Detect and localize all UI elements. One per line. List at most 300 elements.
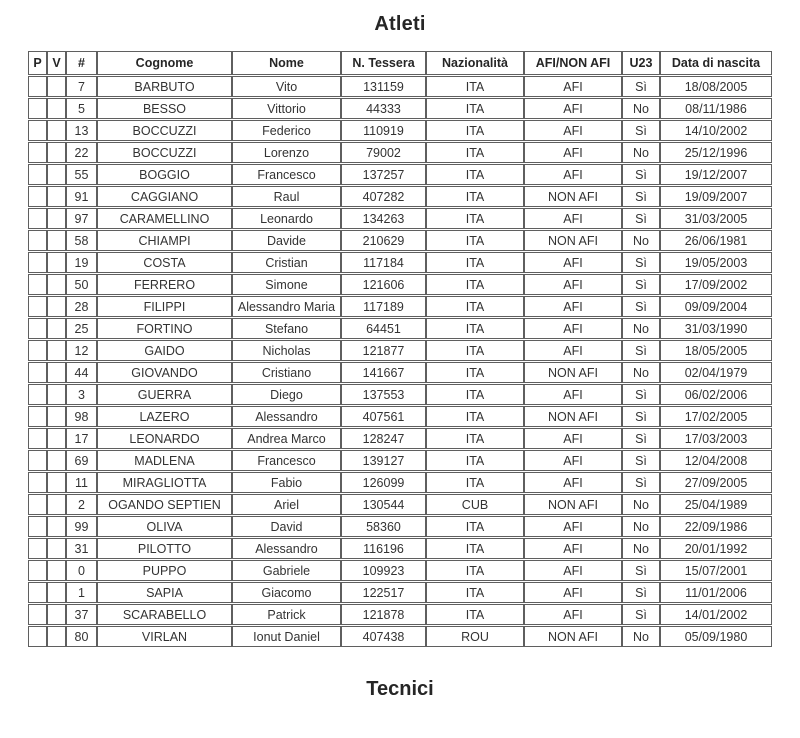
cell-p (28, 560, 47, 581)
cell-u23: Sì (622, 164, 660, 185)
cell-nazionalita: ITA (426, 472, 524, 493)
cell-nazionalita: CUB (426, 494, 524, 515)
cell-cognome: OLIVA (97, 516, 232, 537)
cell-u23: Sì (622, 406, 660, 427)
cell-p (28, 494, 47, 515)
column-header-u23: U23 (622, 51, 660, 75)
cell-p (28, 406, 47, 427)
cell-afi: AFI (524, 98, 622, 119)
table-row (28, 186, 772, 207)
cell-nazionalita: ITA (426, 340, 524, 361)
table-row (28, 164, 772, 185)
column-header-num: # (66, 51, 97, 75)
cell-afi: AFI (524, 340, 622, 361)
athletes-table (28, 50, 772, 648)
cell-nazionalita: ITA (426, 164, 524, 185)
cell-nome: Lorenzo (232, 142, 341, 163)
cell-nome: Giacomo (232, 582, 341, 603)
cell-nascita: 09/09/2004 (660, 296, 772, 317)
cell-nome: Federico (232, 120, 341, 141)
cell-tessera: 110919 (341, 120, 426, 141)
table-row (28, 406, 772, 427)
cell-v (47, 560, 66, 581)
cell-nome: Francesco (232, 450, 341, 471)
cell-afi: NON AFI (524, 230, 622, 251)
cell-nazionalita: ITA (426, 120, 524, 141)
cell-cognome: MADLENA (97, 450, 232, 471)
cell-v (47, 626, 66, 647)
cell-p (28, 362, 47, 383)
cell-afi: AFI (524, 252, 622, 273)
cell-afi: NON AFI (524, 186, 622, 207)
cell-nascita: 31/03/1990 (660, 318, 772, 339)
cell-v (47, 98, 66, 119)
cell-nascita: 26/06/1981 (660, 230, 772, 251)
cell-u23: No (622, 516, 660, 537)
cell-nome: Cristian (232, 252, 341, 273)
cell-nome: Andrea Marco (232, 428, 341, 449)
cell-u23: No (622, 626, 660, 647)
cell-afi: AFI (524, 76, 622, 97)
column-header-nome: Nome (232, 51, 341, 75)
table-row (28, 98, 772, 119)
cell-nascita: 06/02/2006 (660, 384, 772, 405)
cell-cognome: FILIPPI (97, 296, 232, 317)
cell-nazionalita: ITA (426, 604, 524, 625)
cell-cognome: CAGGIANO (97, 186, 232, 207)
cell-u23: No (622, 362, 660, 383)
cell-u23: Sì (622, 428, 660, 449)
cell-afi: NON AFI (524, 494, 622, 515)
cell-cognome: SCARABELLO (97, 604, 232, 625)
cell-nazionalita: ITA (426, 318, 524, 339)
cell-afi: AFI (524, 516, 622, 537)
cell-p (28, 582, 47, 603)
cell-u23: Sì (622, 604, 660, 625)
cell-cognome: GIOVANDO (97, 362, 232, 383)
cell-u23: Sì (622, 208, 660, 229)
cell-cognome: BOCCUZZI (97, 142, 232, 163)
cell-nazionalita: ITA (426, 296, 524, 317)
cell-nazionalita: ITA (426, 538, 524, 559)
cell-cognome: VIRLAN (97, 626, 232, 647)
cell-nazionalita: ITA (426, 98, 524, 119)
cell-nome: Raul (232, 186, 341, 207)
cell-nome: Fabio (232, 472, 341, 493)
table-row (28, 494, 772, 515)
cell-p (28, 626, 47, 647)
cell-tessera: 126099 (341, 472, 426, 493)
cell-v (47, 494, 66, 515)
athletes-roster-page (0, 13, 800, 738)
cell-num: 3 (66, 384, 97, 405)
cell-nazionalita: ITA (426, 230, 524, 251)
cell-v (47, 428, 66, 449)
cell-cognome: LEONARDO (97, 428, 232, 449)
cell-v (47, 274, 66, 295)
cell-nazionalita: ITA (426, 560, 524, 581)
cell-tessera: 109923 (341, 560, 426, 581)
cell-tessera: 141667 (341, 362, 426, 383)
table-row (28, 230, 772, 251)
cell-nascita: 19/12/2007 (660, 164, 772, 185)
next-section-title-clipped: Tecnici (366, 678, 434, 700)
cell-p (28, 186, 47, 207)
cell-tessera: 116196 (341, 538, 426, 559)
cell-tessera: 130544 (341, 494, 426, 515)
cell-num: 13 (66, 120, 97, 141)
cell-v (47, 384, 66, 405)
cell-afi: AFI (524, 604, 622, 625)
cell-num: 12 (66, 340, 97, 361)
table-row (28, 560, 772, 581)
cell-afi: AFI (524, 120, 622, 141)
cell-afi: NON AFI (524, 406, 622, 427)
cell-nome: Alessandro (232, 538, 341, 559)
table-row (28, 362, 772, 383)
cell-p (28, 76, 47, 97)
cell-afi: AFI (524, 274, 622, 295)
column-header-cognome: Cognome (97, 51, 232, 75)
cell-p (28, 516, 47, 537)
cell-nome: Ariel (232, 494, 341, 515)
cell-u23: Sì (622, 560, 660, 581)
cell-nazionalita: ITA (426, 186, 524, 207)
cell-p (28, 208, 47, 229)
cell-cognome: MIRAGLIOTTA (97, 472, 232, 493)
cell-cognome: SAPIA (97, 582, 232, 603)
cell-tessera: 58360 (341, 516, 426, 537)
page-title: Atleti (374, 13, 426, 35)
cell-num: 28 (66, 296, 97, 317)
cell-num: 19 (66, 252, 97, 273)
cell-tessera: 117184 (341, 252, 426, 273)
cell-tessera: 44333 (341, 98, 426, 119)
table-row (28, 340, 772, 361)
table-row (28, 252, 772, 273)
cell-u23: Sì (622, 274, 660, 295)
cell-v (47, 472, 66, 493)
cell-nascita: 15/07/2001 (660, 560, 772, 581)
cell-nazionalita: ITA (426, 428, 524, 449)
cell-nazionalita: ITA (426, 76, 524, 97)
cell-u23: No (622, 538, 660, 559)
column-header-afi: AFI/NON AFI (524, 51, 622, 75)
cell-u23: Sì (622, 252, 660, 273)
cell-afi: AFI (524, 582, 622, 603)
cell-cognome: LAZERO (97, 406, 232, 427)
cell-afi: AFI (524, 538, 622, 559)
cell-v (47, 582, 66, 603)
table-row (28, 384, 772, 405)
cell-num: 1 (66, 582, 97, 603)
cell-p (28, 318, 47, 339)
cell-u23: Sì (622, 296, 660, 317)
cell-v (47, 406, 66, 427)
table-row (28, 76, 772, 97)
cell-nascita: 25/04/1989 (660, 494, 772, 515)
cell-v (47, 296, 66, 317)
cell-cognome: GUERRA (97, 384, 232, 405)
cell-nazionalita: ITA (426, 362, 524, 383)
table-row (28, 604, 772, 625)
cell-u23: Sì (622, 120, 660, 141)
table-row (28, 472, 772, 493)
cell-tessera: 137257 (341, 164, 426, 185)
cell-u23: No (622, 142, 660, 163)
cell-v (47, 252, 66, 273)
cell-afi: AFI (524, 384, 622, 405)
cell-nascita: 18/08/2005 (660, 76, 772, 97)
cell-u23: Sì (622, 186, 660, 207)
cell-cognome: COSTA (97, 252, 232, 273)
table-row (28, 274, 772, 295)
cell-cognome: BOGGIO (97, 164, 232, 185)
cell-tessera: 210629 (341, 230, 426, 251)
cell-p (28, 340, 47, 361)
cell-nome: Vittorio (232, 98, 341, 119)
cell-nazionalita: ITA (426, 450, 524, 471)
cell-p (28, 120, 47, 141)
cell-num: 0 (66, 560, 97, 581)
cell-u23: Sì (622, 340, 660, 361)
cell-num: 17 (66, 428, 97, 449)
cell-v (47, 604, 66, 625)
cell-tessera: 121877 (341, 340, 426, 361)
table-row (28, 516, 772, 537)
cell-afi: AFI (524, 428, 622, 449)
column-header-nazionalita: Nazionalità (426, 51, 524, 75)
cell-v (47, 362, 66, 383)
cell-v (47, 120, 66, 141)
cell-tessera: 117189 (341, 296, 426, 317)
cell-num: 58 (66, 230, 97, 251)
cell-v (47, 208, 66, 229)
cell-cognome: PUPPO (97, 560, 232, 581)
cell-nome: Simone (232, 274, 341, 295)
cell-p (28, 98, 47, 119)
cell-afi: AFI (524, 318, 622, 339)
cell-cognome: BESSO (97, 98, 232, 119)
cell-u23: No (622, 230, 660, 251)
cell-nazionalita: ITA (426, 208, 524, 229)
cell-nascita: 17/02/2005 (660, 406, 772, 427)
cell-nome: Alessandro Maria (232, 296, 341, 317)
cell-u23: No (622, 98, 660, 119)
cell-afi: AFI (524, 142, 622, 163)
cell-nascita: 20/01/1992 (660, 538, 772, 559)
column-header-tessera: N. Tessera (341, 51, 426, 75)
cell-nazionalita: ROU (426, 626, 524, 647)
cell-tessera: 407561 (341, 406, 426, 427)
cell-num: 55 (66, 164, 97, 185)
cell-p (28, 604, 47, 625)
cell-nome: Vito (232, 76, 341, 97)
cell-nascita: 22/09/1986 (660, 516, 772, 537)
cell-afi: AFI (524, 164, 622, 185)
cell-nazionalita: ITA (426, 384, 524, 405)
cell-p (28, 142, 47, 163)
cell-nazionalita: ITA (426, 274, 524, 295)
cell-p (28, 450, 47, 471)
cell-v (47, 538, 66, 559)
cell-num: 98 (66, 406, 97, 427)
cell-num: 91 (66, 186, 97, 207)
cell-p (28, 274, 47, 295)
cell-p (28, 230, 47, 251)
table-row (28, 296, 772, 317)
cell-tessera: 134263 (341, 208, 426, 229)
cell-nascita: 14/10/2002 (660, 120, 772, 141)
cell-nome: Alessandro (232, 406, 341, 427)
cell-nazionalita: ITA (426, 406, 524, 427)
cell-nascita: 18/05/2005 (660, 340, 772, 361)
cell-nome: Patrick (232, 604, 341, 625)
cell-cognome: BARBUTO (97, 76, 232, 97)
cell-p (28, 252, 47, 273)
cell-tessera: 407438 (341, 626, 426, 647)
cell-nome: Stefano (232, 318, 341, 339)
cell-afi: AFI (524, 208, 622, 229)
cell-cognome: CHIAMPI (97, 230, 232, 251)
cell-num: 44 (66, 362, 97, 383)
cell-cognome: FORTINO (97, 318, 232, 339)
cell-cognome: FERRERO (97, 274, 232, 295)
cell-num: 5 (66, 98, 97, 119)
cell-nazionalita: ITA (426, 142, 524, 163)
table-row (28, 120, 772, 141)
cell-cognome: OGANDO SEPTIEN (97, 494, 232, 515)
cell-u23: Sì (622, 472, 660, 493)
cell-tessera: 139127 (341, 450, 426, 471)
cell-nascita: 25/12/1996 (660, 142, 772, 163)
column-header-v: V (47, 51, 66, 75)
table-row (28, 626, 772, 647)
cell-nome: Gabriele (232, 560, 341, 581)
cell-u23: No (622, 494, 660, 515)
cell-tessera: 121606 (341, 274, 426, 295)
cell-cognome: BOCCUZZI (97, 120, 232, 141)
cell-nascita: 14/01/2002 (660, 604, 772, 625)
cell-num: 11 (66, 472, 97, 493)
cell-num: 7 (66, 76, 97, 97)
column-header-p: P (28, 51, 47, 75)
cell-afi: AFI (524, 296, 622, 317)
cell-u23: No (622, 318, 660, 339)
cell-afi: NON AFI (524, 626, 622, 647)
cell-v (47, 186, 66, 207)
cell-nascita: 17/03/2003 (660, 428, 772, 449)
cell-v (47, 450, 66, 471)
column-header-nascita: Data di nascita (660, 51, 772, 75)
cell-afi: AFI (524, 560, 622, 581)
cell-afi: AFI (524, 472, 622, 493)
cell-cognome: CARAMELLINO (97, 208, 232, 229)
cell-nome: Diego (232, 384, 341, 405)
cell-v (47, 516, 66, 537)
table-row (28, 582, 772, 603)
cell-num: 99 (66, 516, 97, 537)
cell-tessera: 407282 (341, 186, 426, 207)
cell-u23: Sì (622, 582, 660, 603)
cell-nome: Leonardo (232, 208, 341, 229)
table-header-row (28, 51, 772, 75)
cell-p (28, 384, 47, 405)
cell-num: 69 (66, 450, 97, 471)
cell-u23: Sì (622, 76, 660, 97)
cell-p (28, 472, 47, 493)
table-row (28, 208, 772, 229)
cell-nazionalita: ITA (426, 516, 524, 537)
cell-nome: Davide (232, 230, 341, 251)
cell-p (28, 296, 47, 317)
cell-tessera: 131159 (341, 76, 426, 97)
cell-nome: Cristiano (232, 362, 341, 383)
cell-tessera: 122517 (341, 582, 426, 603)
cell-nascita: 31/03/2005 (660, 208, 772, 229)
cell-tessera: 137553 (341, 384, 426, 405)
cell-v (47, 76, 66, 97)
cell-nascita: 27/09/2005 (660, 472, 772, 493)
cell-v (47, 318, 66, 339)
cell-num: 22 (66, 142, 97, 163)
cell-nascita: 08/11/1986 (660, 98, 772, 119)
cell-num: 2 (66, 494, 97, 515)
cell-afi: AFI (524, 450, 622, 471)
cell-nome: David (232, 516, 341, 537)
table-row (28, 318, 772, 339)
cell-afi: NON AFI (524, 362, 622, 383)
cell-u23: Sì (622, 450, 660, 471)
cell-nascita: 19/09/2007 (660, 186, 772, 207)
cell-nome: Francesco (232, 164, 341, 185)
cell-p (28, 164, 47, 185)
cell-tessera: 121878 (341, 604, 426, 625)
cell-p (28, 428, 47, 449)
cell-tessera: 64451 (341, 318, 426, 339)
cell-nome: Ionut Daniel (232, 626, 341, 647)
table-row (28, 142, 772, 163)
cell-nascita: 17/09/2002 (660, 274, 772, 295)
cell-num: 97 (66, 208, 97, 229)
cell-num: 25 (66, 318, 97, 339)
cell-num: 80 (66, 626, 97, 647)
cell-num: 37 (66, 604, 97, 625)
cell-nascita: 11/01/2006 (660, 582, 772, 603)
cell-nascita: 12/04/2008 (660, 450, 772, 471)
cell-v (47, 340, 66, 361)
cell-nascita: 19/05/2003 (660, 252, 772, 273)
cell-p (28, 538, 47, 559)
cell-v (47, 230, 66, 251)
table-row (28, 538, 772, 559)
cell-num: 50 (66, 274, 97, 295)
cell-tessera: 128247 (341, 428, 426, 449)
cell-v (47, 164, 66, 185)
cell-u23: Sì (622, 384, 660, 405)
cell-nazionalita: ITA (426, 582, 524, 603)
cell-cognome: PILOTTO (97, 538, 232, 559)
cell-num: 31 (66, 538, 97, 559)
table-row (28, 428, 772, 449)
cell-nome: Nicholas (232, 340, 341, 361)
cell-nascita: 02/04/1979 (660, 362, 772, 383)
cell-nazionalita: ITA (426, 252, 524, 273)
table-row (28, 450, 772, 471)
cell-v (47, 142, 66, 163)
cell-tessera: 79002 (341, 142, 426, 163)
cell-nascita: 05/09/1980 (660, 626, 772, 647)
